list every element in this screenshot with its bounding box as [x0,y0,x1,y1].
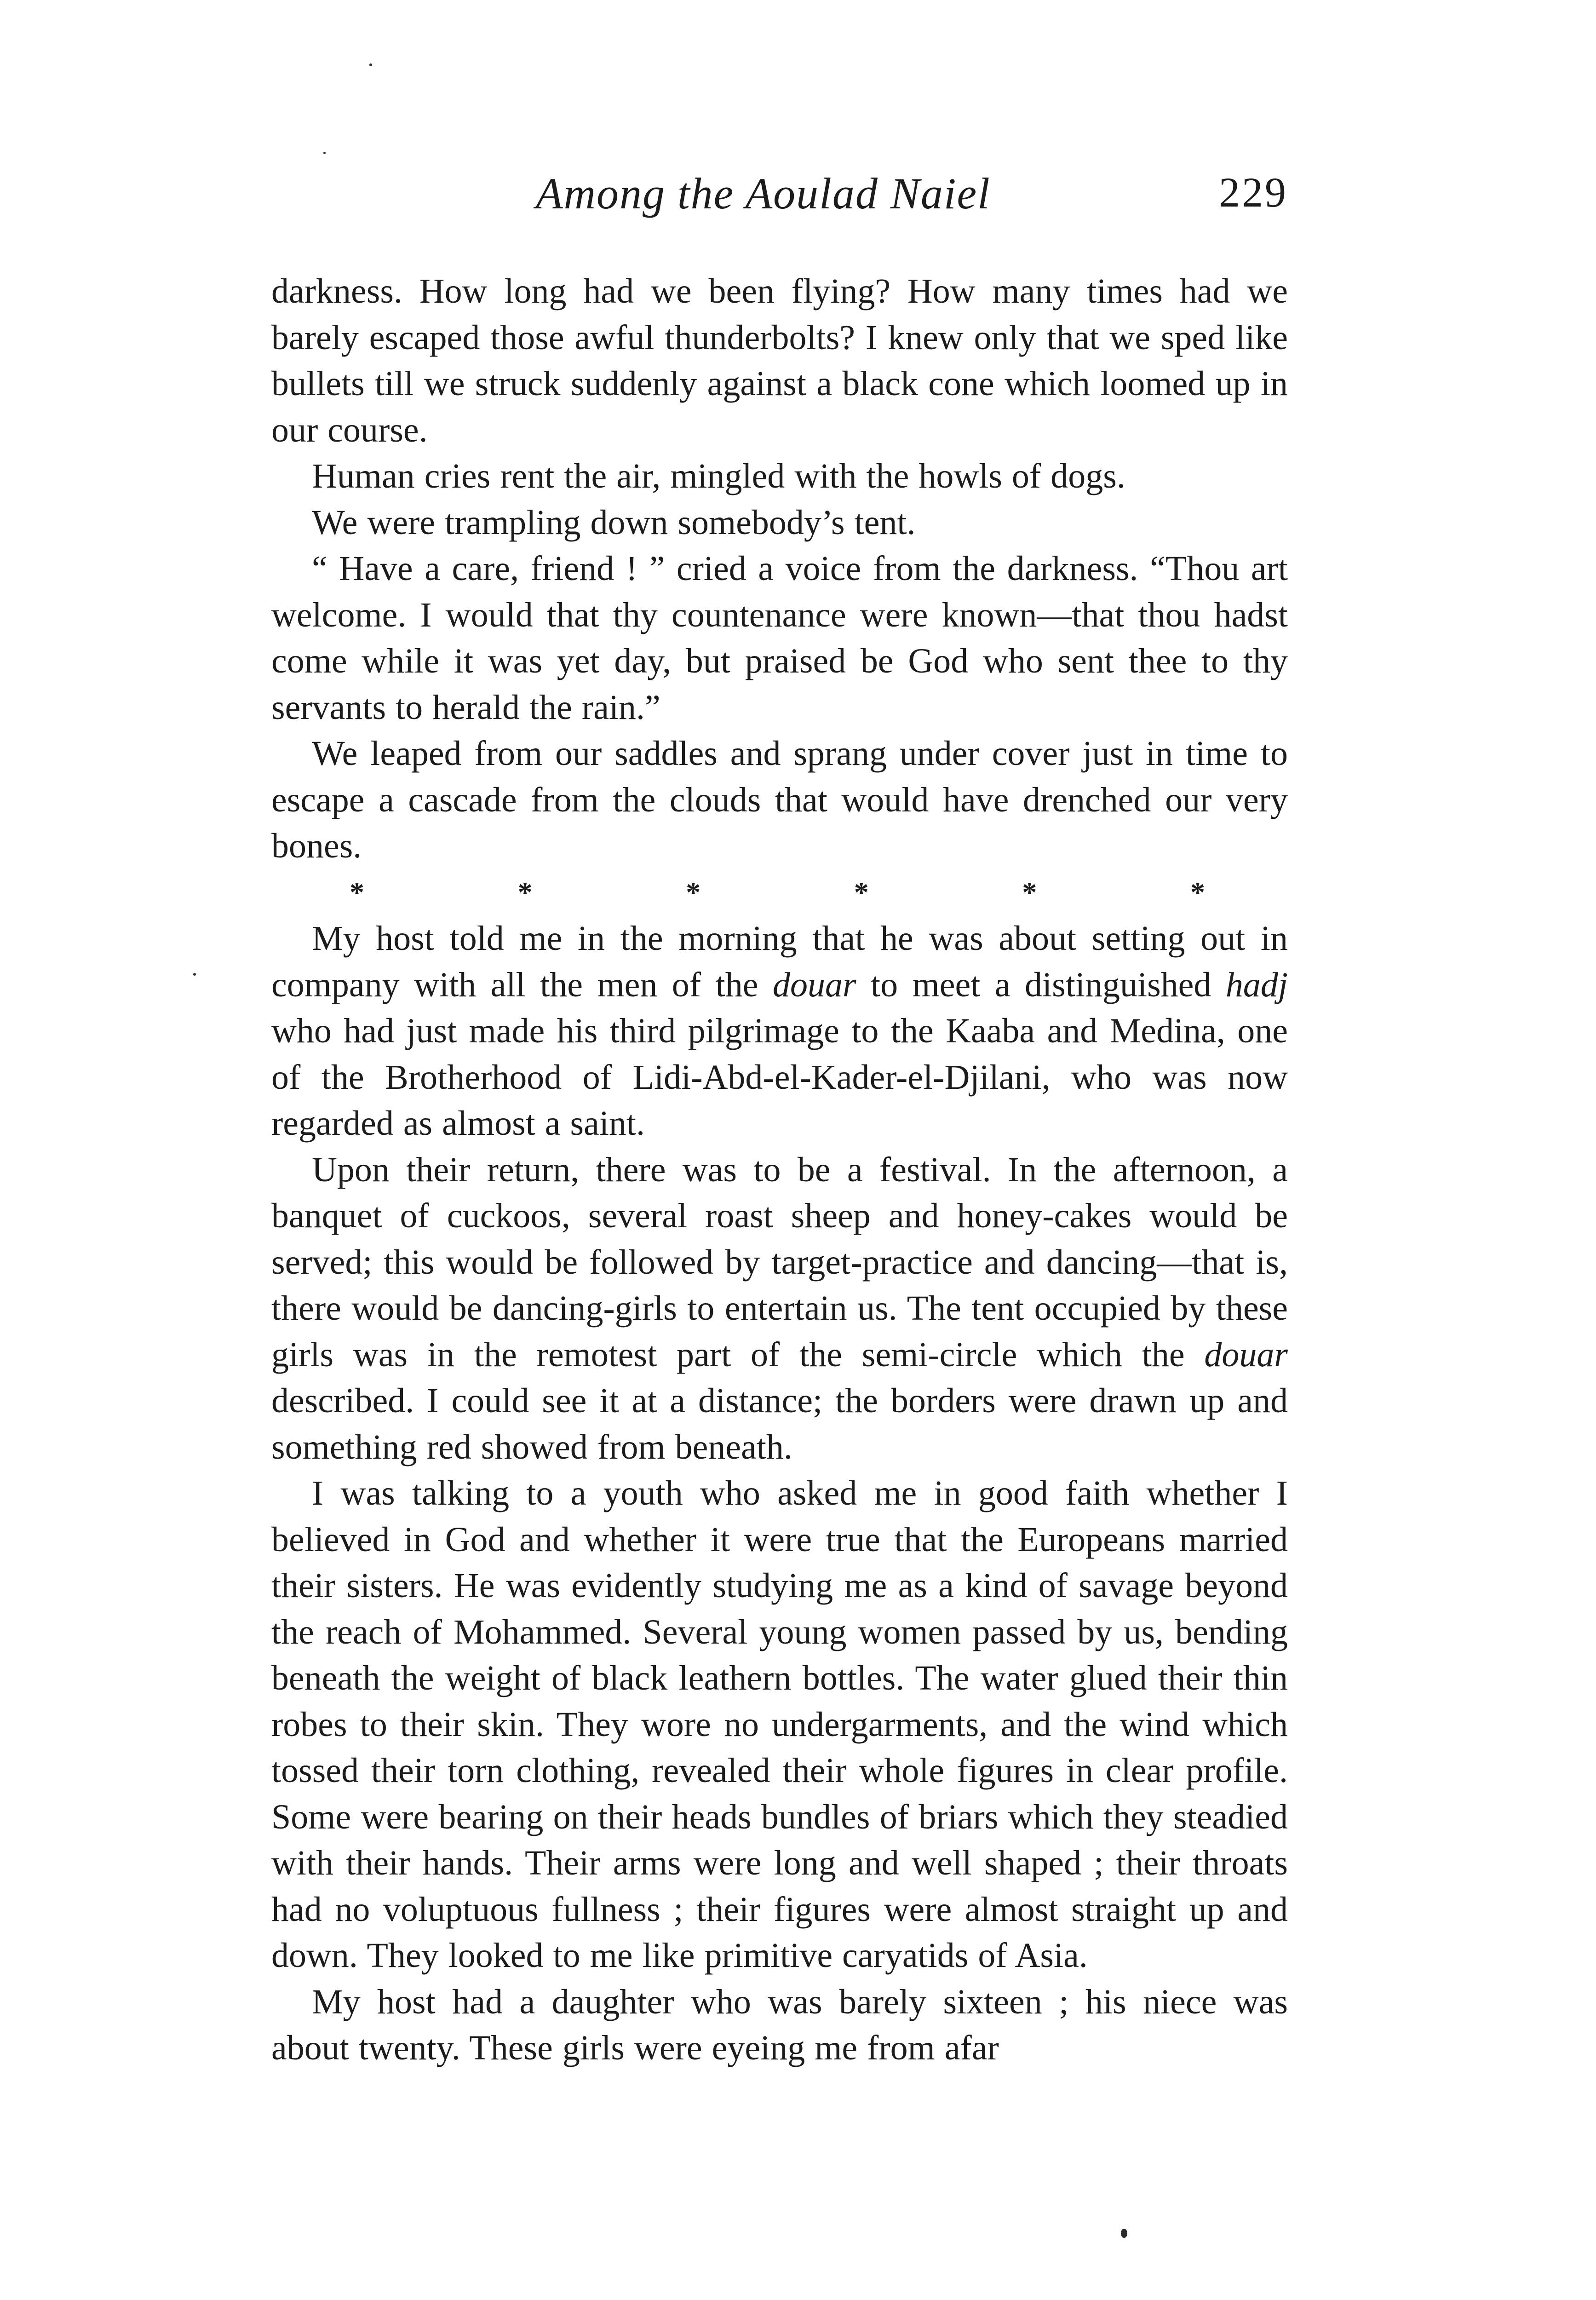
scan-speck [1121,2229,1127,2238]
paragraph [271,730,1288,869]
running-title: Among the Aoulad Naiel [536,169,991,218]
separator-asterisk: * [517,875,533,908]
text-run: My host had a daughter who was barely sixteen ; his niece was about twenty. These girls were eyeing me from afar [271,1982,1288,2067]
italic-text-run: douar [1204,1335,1288,1374]
text-run: darkness. How long had we been flying? How many times had we barely escaped those awful thunderbolts? I knew only that we sped like bullets till we struck suddenly against a black cone which loomed up in our course. [271,272,1288,449]
text-run: “ Have a care, friend ! ” cried a voice from the darkness. “Thou art welcome. I would that thy countenance were known—that thou hadst come while it was yet day, but praised be God who sent thee to thy servants to herald the rain.” [271,549,1288,727]
text-run: Human cries rent the air, mingled with the howls of dogs. [312,457,1125,495]
separator-asterisk: * [350,875,364,908]
separator-asterisk: * [854,875,869,908]
scan-speck [323,152,326,154]
text-run: Upon their return, there was to be a festival. In the afternoon, a banquet of cuckoos, several roast sheep and honey-cakes would be served; this would be followed by target-practice and dancing—that is, there would be dancing-girls to entertain us. The tent occupied by these girls was in the remotest part of the semi-circle which the [271,1150,1288,1374]
paragraph [271,453,1288,500]
text-run: to meet a distinguished [856,965,1226,1004]
separator-asterisk: * [1190,875,1205,908]
text-run: who had just made his third pilgrimage to the Kaaba and Medina, one of the Brotherhood of Lidi-Abd-el-Kader-el-Djilani, who was now regarded as almost a saint. [271,1012,1288,1143]
page-number: 229 [1219,169,1288,216]
text-run: We were trampling down somebody’s tent. [312,503,916,542]
section-separator [271,869,1288,916]
paragraph [271,500,1288,546]
separator-asterisk: * [686,875,701,908]
italic-text-run: douar [772,965,856,1004]
paragraph [271,1470,1288,1979]
paragraph [271,915,1288,1147]
paragraph [271,1147,1288,1471]
body-text [271,268,1288,2071]
paragraph [271,268,1288,453]
text-run: I was talking to a youth who asked me in good faith whether I believed in God and whether it were true that the Europeans married their sisters. He was evidently studying me as a kind of savage beyond the reach of Mohammed. Several young women passed by us, bending beneath the weight of black leathern bottles. The water glued their thin robes to their skin. They wore no undergarments, and the wind which tossed their torn clothing, revealed their whole figures in clear profile. Some were bearing on their heads bundles of briars which they steadied with their hands. Their arms were long and well shaped ; their throats had no voluptuous fullness ; their figures were almost straight up and down. They looked to me like primitive caryatids of Asia. [271,1474,1288,1975]
text-run: described. I could see it at a distance; the borders were drawn up and something red showed from beneath. [271,1381,1288,1466]
page-header [271,168,1288,228]
paragraph [271,546,1288,730]
paragraph [271,1979,1288,2071]
scan-speck [369,63,372,66]
italic-text-run: hadj [1225,965,1288,1004]
text-run: We leaped from our saddles and sprang under cover just in time to escape a cascade from the clouds that would have drenched our very bones. [271,734,1288,865]
text-run: My host told me in the morning that he was about setting out in company with all the men of the [271,919,1288,1004]
separator-asterisk: * [1022,875,1037,908]
scan-speck [193,973,196,976]
